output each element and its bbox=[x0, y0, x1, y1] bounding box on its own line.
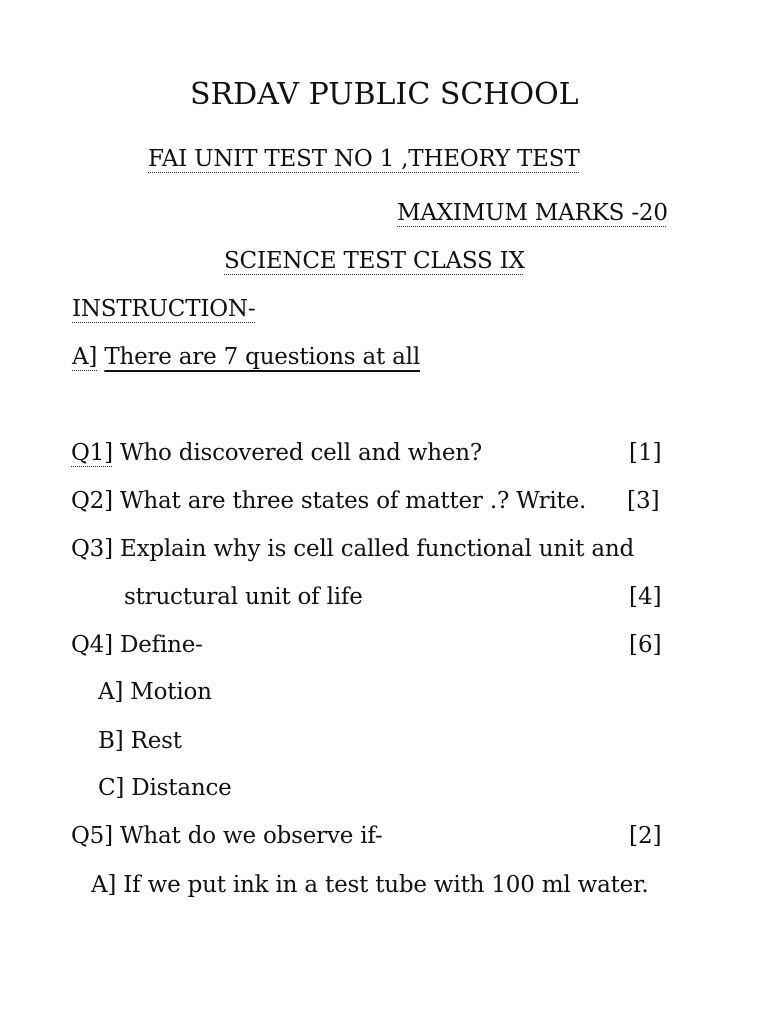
question-2-marks: [3] bbox=[627, 488, 660, 514]
instruction-item-a-text: There are 7 questions at all bbox=[104, 344, 420, 370]
question-5-text: Q5] What do we observe if- bbox=[71, 823, 383, 849]
question-3-marks: [4] bbox=[629, 584, 662, 610]
question-1-text: Who discovered cell and when? bbox=[120, 440, 482, 466]
school-name: SRDAV PUBLIC SCHOOL bbox=[190, 77, 579, 112]
question-5-part-a: A] If we put ink in a test tube with 100 ml water. bbox=[91, 872, 649, 898]
question-4-part-b: B] Rest bbox=[98, 728, 182, 754]
test-name: FAI UNIT TEST NO 1 ,THEORY TEST bbox=[148, 146, 580, 172]
instruction-heading: INSTRUCTION- bbox=[72, 296, 256, 322]
question-3-continuation: structural unit of life bbox=[124, 584, 363, 610]
question-4-part-a: A] Motion bbox=[98, 679, 212, 705]
question-1-number: Q1] bbox=[71, 440, 113, 466]
question-1 bbox=[71, 438, 482, 468]
question-5-marks: [2] bbox=[629, 823, 662, 849]
question-4-text: Q4] Define- bbox=[71, 632, 203, 658]
instruction-item-a bbox=[72, 342, 420, 372]
maximum-marks: MAXIMUM MARKS -20 bbox=[397, 200, 668, 226]
question-3-text: Q3] Explain why is cell called functional unit and bbox=[71, 536, 634, 562]
question-4-marks: [6] bbox=[629, 632, 662, 658]
question-2-text: Q2] What are three states of matter .? Write. bbox=[71, 488, 587, 514]
question-4-part-c: C] Distance bbox=[98, 775, 232, 801]
subject-class: SCIENCE TEST CLASS IX bbox=[224, 248, 525, 274]
question-1-marks: [1] bbox=[629, 440, 662, 466]
instruction-item-a-prefix: A] bbox=[72, 344, 98, 370]
